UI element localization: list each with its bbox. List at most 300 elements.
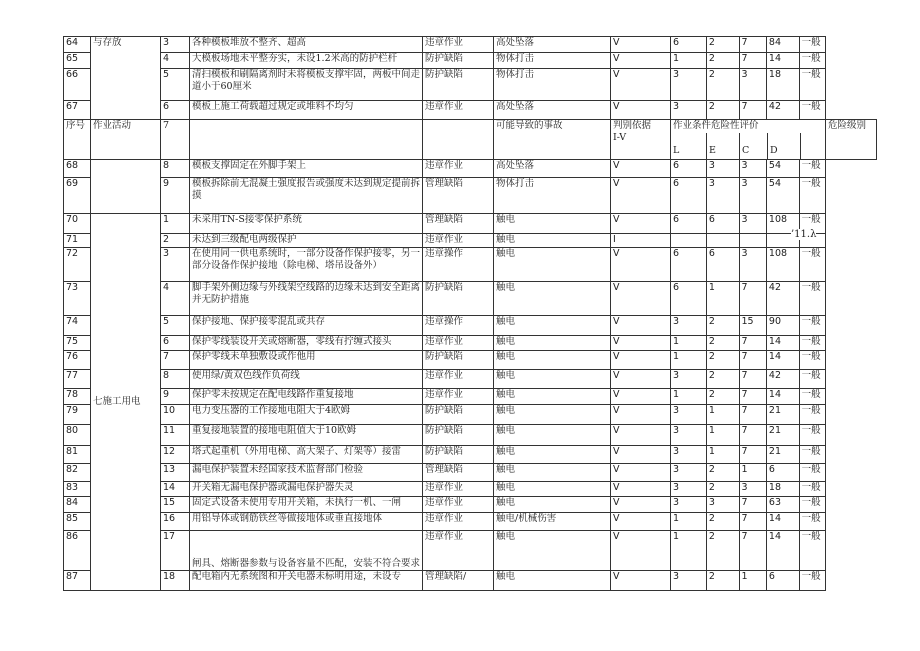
cell-acc: 触电/机械伤害	[494, 513, 611, 531]
cell-no: 65	[64, 53, 91, 69]
cell-desc: 配电箱内无系统图和开关电器未标明用途，未设专	[190, 571, 423, 591]
cell-E: 2	[706, 101, 739, 120]
table-row	[64, 282, 877, 316]
cell-acc: 高处坠落	[494, 160, 611, 178]
header-cause	[423, 120, 494, 160]
cell-E: 6	[706, 214, 739, 234]
header-eval: 作业条件危险性评价	[673, 120, 759, 131]
cell-L: 6	[671, 178, 707, 214]
cell-D: 18	[766, 69, 799, 101]
cell-desc: 重复接地装置的接地电阻值大于10欧姆	[190, 425, 423, 446]
cell-acc: 触电	[494, 351, 611, 370]
cell-no: 84	[64, 497, 91, 513]
cell-C: 3	[739, 160, 766, 178]
cell-sub: 3	[161, 248, 190, 282]
cell-C: 3	[739, 69, 766, 101]
cell-acc: 物体打击	[494, 69, 611, 101]
cell-desc: 未达到三级配电两级保护	[190, 234, 423, 248]
hazard-table	[63, 36, 877, 591]
cell-no: 74	[64, 316, 91, 336]
cell-D: 54	[766, 160, 799, 178]
cell-C: 7	[739, 531, 766, 571]
header-basis: 判别依据 I-V	[611, 120, 671, 160]
cell-level: 一般	[799, 178, 825, 214]
cell-E: 2	[706, 370, 739, 389]
cell-sub: 7	[161, 351, 190, 370]
cell-no: 82	[64, 464, 91, 482]
cell-L: 3	[671, 464, 707, 482]
cell-acc: 触电	[494, 370, 611, 389]
cell-basis: V	[611, 425, 671, 446]
cell-level: 一般	[799, 531, 825, 571]
cell-acc: 高处坠落	[494, 37, 611, 53]
cell-D: 21	[766, 446, 799, 464]
header-E: E	[707, 133, 740, 159]
cell-no: 77	[64, 370, 91, 389]
cell-D: 18	[766, 482, 799, 497]
cell-E: 1	[706, 282, 739, 316]
cell-level: 一般	[799, 425, 825, 446]
cell-level: 一般	[799, 282, 825, 316]
header-L: L	[671, 133, 707, 159]
cell-sub: 15	[161, 497, 190, 513]
cell-desc: 保护零线装设开关或熔断器，零线有拧缠式接头	[190, 336, 423, 351]
cell-C: 7	[739, 101, 766, 120]
cell-desc: 脚手架外侧边缘与外线架空线路的边缘未达到安全距离并无防护措施	[190, 282, 423, 316]
cell-basis: V	[611, 160, 671, 178]
table-row	[64, 370, 877, 389]
cell-desc: 模板上施工荷载超过规定或堆料不均匀	[190, 101, 423, 120]
cell-cause: 违章作业	[423, 389, 494, 405]
cell-acc: 触电	[494, 464, 611, 482]
cell-L: 3	[671, 101, 707, 120]
cell-acc: 高处坠落	[494, 101, 611, 120]
header-level: 危险级别	[826, 120, 877, 160]
cell-L: 1	[671, 53, 707, 69]
cell-sub: 2	[161, 234, 190, 248]
cell-basis: V	[611, 316, 671, 336]
cell-C: 7	[739, 513, 766, 531]
cell-cause: 违章作业	[423, 160, 494, 178]
cell-C: 7	[739, 446, 766, 464]
table-row	[64, 497, 877, 513]
cell-no: 85	[64, 513, 91, 531]
cell-acc: 触电	[494, 482, 611, 497]
cell-acc: 触电	[494, 248, 611, 282]
cell-no: 75	[64, 336, 91, 351]
cell-level: 一般	[799, 101, 825, 120]
cell-desc: 塔式起重机（外用电梯、高大架子、灯架等）接雷	[190, 446, 423, 464]
cell-cause: 违章作业	[423, 234, 494, 248]
cell-acc: 触电	[494, 446, 611, 464]
table-row	[64, 178, 877, 214]
cell-level: 一般	[799, 214, 825, 234]
table-row	[64, 513, 877, 531]
cell-L: 1	[671, 336, 707, 351]
cell-C: 7	[739, 389, 766, 405]
cell-C: 3	[739, 482, 766, 497]
cell-desc: 电力变压器的工作接地电阻大于4欧姆	[190, 405, 423, 425]
table-row	[64, 571, 877, 591]
cell-sub: 6	[161, 336, 190, 351]
cell-E: 6	[706, 248, 739, 282]
cell-sub: 3	[161, 37, 190, 53]
cell-D: 6	[766, 464, 799, 482]
cell-D: 14	[766, 389, 799, 405]
cell-D: 21	[766, 405, 799, 425]
cell-C: 1	[739, 464, 766, 482]
cell-L: 3	[671, 497, 707, 513]
cell-cause: 防护缺陷	[423, 446, 494, 464]
cell-cause: 管理缺陷	[423, 214, 494, 234]
cell-desc: 固定式设备未使用专用开关箱，未执行一机、一闸	[190, 497, 423, 513]
cell-D: 42	[766, 370, 799, 389]
table-row	[64, 69, 877, 101]
cell-level: 一般	[799, 464, 825, 482]
cell-basis: V	[611, 248, 671, 282]
cell-E: 2	[706, 389, 739, 405]
cell-basis: V	[611, 282, 671, 316]
table-row	[64, 336, 877, 351]
header-seq: 序号	[64, 120, 91, 160]
cell-sub: 17	[161, 531, 190, 571]
cell-acc: 触电	[494, 531, 611, 571]
cell-sub: 6	[161, 101, 190, 120]
cell-no: 68	[64, 160, 91, 178]
cell-E: 2	[706, 571, 739, 591]
cell-cause: 违章作业	[423, 37, 494, 53]
cell-sub: 4	[161, 282, 190, 316]
cell-cause: 违章操作	[423, 316, 494, 336]
header-row	[64, 120, 877, 160]
cell-basis: V	[611, 482, 671, 497]
cell-basis: I	[611, 234, 671, 248]
cell-sub: 5	[161, 316, 190, 336]
cell-basis: V	[611, 178, 671, 214]
cell-no: 70	[64, 214, 91, 234]
cell-sub: 18	[161, 571, 190, 591]
cell-basis: V	[611, 336, 671, 351]
cell-level: 一般	[799, 389, 825, 405]
cell-sub: 8	[161, 160, 190, 178]
cell-no: 66	[64, 69, 91, 101]
cell-sub: 8	[161, 370, 190, 389]
table-row	[64, 531, 877, 571]
cell-D: 21	[766, 425, 799, 446]
cell-no: 81	[64, 446, 91, 464]
cell-D: 6	[766, 571, 799, 591]
cell-sub: 11	[161, 425, 190, 446]
cell-cause: 防护缺陷	[423, 282, 494, 316]
cell-desc: 在使用同一供电系统时，一部分设备作保护接零，另一部分设备作保护接地（除电梯、塔吊设备外）	[190, 248, 423, 282]
cell-level: 一般	[799, 370, 825, 389]
table-row	[64, 482, 877, 497]
cell-D: 63	[766, 497, 799, 513]
cell-no: 83	[64, 482, 91, 497]
cell-E: 2	[706, 351, 739, 370]
cell-C: 7	[739, 37, 766, 53]
cell-C: 15	[739, 316, 766, 336]
cell-acc: 物体打击	[494, 178, 611, 214]
cell-sub: 1	[161, 214, 190, 234]
cell-D: 84	[766, 37, 799, 53]
cell-no: 67	[64, 101, 91, 120]
cell-basis: V	[611, 101, 671, 120]
cell-E: 2	[706, 316, 739, 336]
cell-acc: 触电	[494, 282, 611, 316]
cell-level: 一般	[799, 497, 825, 513]
cell-D: 14	[766, 513, 799, 531]
cell-cause: 违章作业	[423, 531, 494, 571]
cell-level: 一般	[799, 316, 825, 336]
cell-basis: V	[611, 389, 671, 405]
cell-L: 1	[671, 389, 707, 405]
cell-sub: 16	[161, 513, 190, 531]
table-row	[64, 351, 877, 370]
table-row	[64, 405, 877, 425]
cell-E: 3	[706, 178, 739, 214]
cell-C: 7	[739, 425, 766, 446]
cell-desc: 漏电保护装置未经国家技术监督部门检验	[190, 464, 423, 482]
cell-E: 1	[706, 425, 739, 446]
cell-D: 90	[766, 316, 799, 336]
cell-level: 一般	[799, 513, 825, 531]
cell-basis: V	[611, 405, 671, 425]
cell-basis: V	[611, 497, 671, 513]
header-accident: 可能导致的事故	[494, 120, 611, 160]
cell-L: 3	[671, 69, 707, 101]
cell-level: 一般	[799, 37, 825, 53]
cell-no: 71	[64, 234, 91, 248]
cell-D: 108	[766, 214, 799, 234]
cell-L: 6	[671, 248, 707, 282]
table-row	[64, 464, 877, 482]
cell-L: 6	[671, 37, 707, 53]
cell-basis: V	[611, 464, 671, 482]
cell-desc: 保护零线未单独敷设或作他用	[190, 351, 423, 370]
cell-basis: V	[611, 531, 671, 571]
table-row	[64, 248, 877, 282]
cell-D: 14	[766, 351, 799, 370]
header-C: C	[740, 133, 768, 159]
table-row	[64, 214, 877, 234]
cell-basis: V	[611, 513, 671, 531]
cell-desc: 未采用TN-S接零保护系统	[190, 214, 423, 234]
cell-C: 7	[739, 405, 766, 425]
activity-storage: 与存放	[91, 37, 161, 120]
cell-L: 3	[671, 482, 707, 497]
cell-C: 7	[739, 282, 766, 316]
cell-E: 3	[706, 160, 739, 178]
cell-basis: V	[611, 53, 671, 69]
cell-desc: 各种模板堆放不整齐、超高	[190, 37, 423, 53]
cell-desc: 使用绿/黄双色线作负荷线	[190, 370, 423, 389]
cell-cause: 防护缺陷	[423, 351, 494, 370]
table-row	[64, 160, 877, 178]
cell-level: 一般	[799, 446, 825, 464]
cell-C	[739, 234, 766, 248]
cell-E: 2	[706, 513, 739, 531]
cell-cause: 防护缺陷	[423, 69, 494, 101]
cell-C: 7	[739, 336, 766, 351]
cell-acc: 触电	[494, 571, 611, 591]
cell-cause: 管理缺陷	[423, 464, 494, 482]
cell-no: 80	[64, 425, 91, 446]
cell-desc: 模板支撑固定在外脚手架上	[190, 160, 423, 178]
header-sub: 7	[161, 120, 190, 160]
cell-basis: V	[611, 370, 671, 389]
cell-no: 69	[64, 178, 91, 214]
cell-L: 3	[671, 425, 707, 446]
cell-acc: 触电	[494, 389, 611, 405]
cell-C: 3	[739, 178, 766, 214]
cell-level: 一般	[799, 248, 825, 282]
cell-E: 2	[706, 53, 739, 69]
cell-C: 3	[739, 214, 766, 234]
cell-cause: 防护缺陷	[423, 405, 494, 425]
cell-no: 86	[64, 531, 91, 571]
cell-E	[706, 234, 739, 248]
cell-acc: 触电	[494, 497, 611, 513]
cell-E: 2	[706, 464, 739, 482]
cell-no: 79	[64, 405, 91, 425]
cell-L: 3	[671, 370, 707, 389]
cell-sub: 14	[161, 482, 190, 497]
activity-electric: 七施工用电	[91, 214, 161, 591]
cell-L: 3	[671, 446, 707, 464]
cell-no: 76	[64, 351, 91, 370]
table-row	[64, 101, 877, 120]
cell-level: 一般	[799, 336, 825, 351]
cell-cause: 违章操作	[423, 248, 494, 282]
cell-E: 1	[706, 446, 739, 464]
cell-basis: V	[611, 37, 671, 53]
cell-desc: 清扫模板和刷隔离剂时未将模板支撑牢固，两板中间走道小于60厘米	[190, 69, 423, 101]
cell-E: 3	[706, 497, 739, 513]
cell-acc: 触电	[494, 316, 611, 336]
cell-E: 2	[706, 482, 739, 497]
cell-level: 一般	[799, 351, 825, 370]
cell-L: 1	[671, 513, 707, 531]
header-D: D	[768, 133, 801, 159]
cell-desc: 保护零未按规定在配电线路作重复接地	[190, 389, 423, 405]
cell-cause: 违章作业	[423, 336, 494, 351]
cell-basis: V	[611, 69, 671, 101]
cell-cause: 违章作业	[423, 370, 494, 389]
cell-basis: V	[611, 214, 671, 234]
cell-sub: 5	[161, 69, 190, 101]
stray-mark: ’11.λ	[791, 229, 817, 240]
cell-acc: 触电	[494, 234, 611, 248]
cell-no: 64	[64, 37, 91, 53]
table-row	[64, 425, 877, 446]
cell-cause: 防护缺陷	[423, 425, 494, 446]
cell-L: 1	[671, 351, 707, 370]
cell-sub: 13	[161, 464, 190, 482]
cell-desc: 闸具、熔断器参数与设备容量不匹配，安装不符合要求	[190, 531, 423, 571]
cell-acc: 触电	[494, 336, 611, 351]
cell-cause: 防护缺陷	[423, 53, 494, 69]
cell-acc: 触电	[494, 425, 611, 446]
header-eval-group	[671, 120, 826, 160]
cell-C: 3	[739, 248, 766, 282]
cell-basis: V	[611, 351, 671, 370]
cell-D: 42	[766, 282, 799, 316]
cell-basis: V	[611, 446, 671, 464]
cell-sub: 4	[161, 53, 190, 69]
cell-cause: 违章作业	[423, 101, 494, 120]
cell-no: 87	[64, 571, 91, 591]
cell-L: 6	[671, 282, 707, 316]
cell-L: 3	[671, 405, 707, 425]
cell-D: 42	[766, 101, 799, 120]
cell-L: 6	[671, 160, 707, 178]
cell-desc: 大模板场地未平整夯实，未设1.2米高的防护栏杆	[190, 53, 423, 69]
cell-no: 72	[64, 248, 91, 282]
table-row	[64, 53, 877, 69]
cell-acc: 触电	[494, 405, 611, 425]
header-activity: 作业活动	[91, 120, 161, 160]
cell-acc: 物体打击	[494, 53, 611, 69]
cell-level: 一般	[799, 53, 825, 69]
cell-D: 14	[766, 336, 799, 351]
cell-level: 一般	[799, 405, 825, 425]
cell-acc: 触电	[494, 214, 611, 234]
cell-desc: 保护接地、保护接零混乱或共存	[190, 316, 423, 336]
activity-blank	[91, 160, 161, 214]
cell-C: 7	[739, 370, 766, 389]
cell-E: 2	[706, 531, 739, 571]
cell-C: 7	[739, 53, 766, 69]
cell-cause: 管理缺陷	[423, 178, 494, 214]
cell-E: 2	[706, 336, 739, 351]
cell-sub: 10	[161, 405, 190, 425]
cell-cause: 违章作业	[423, 497, 494, 513]
cell-no: 73	[64, 282, 91, 316]
cell-level: 一般	[799, 571, 825, 591]
cell-L	[671, 234, 707, 248]
header-desc	[190, 120, 423, 160]
cell-D: 14	[766, 53, 799, 69]
cell-sub: 12	[161, 446, 190, 464]
cell-basis: V	[611, 571, 671, 591]
table-row	[64, 389, 877, 405]
cell-L: 1	[671, 531, 707, 571]
cell-cause: 违章作业	[423, 513, 494, 531]
cell-D: 108	[766, 248, 799, 282]
cell-D: 54	[766, 178, 799, 214]
cell-L: 6	[671, 214, 707, 234]
cell-cause: 违章作业	[423, 482, 494, 497]
cell-C: 7	[739, 351, 766, 370]
cell-desc: 模板拆除前无混凝土强度报告或强度未达到规定提前拆摸	[190, 178, 423, 214]
cell-E: 2	[706, 37, 739, 53]
cell-L: 3	[671, 316, 707, 336]
table-row	[64, 37, 877, 53]
cell-E: 1	[706, 405, 739, 425]
table-row	[64, 316, 877, 336]
table-row	[64, 446, 877, 464]
cell-sub: 9	[161, 389, 190, 405]
cell-C: 1	[739, 571, 766, 591]
cell-no: 78	[64, 389, 91, 405]
cell-E: 2	[706, 69, 739, 101]
cell-cause: 管理缺陷/	[423, 571, 494, 591]
cell-sub: 9	[161, 178, 190, 214]
cell-C: 7	[739, 497, 766, 513]
cell-L: 3	[671, 571, 707, 591]
cell-desc: 用铝导体或钢筋铁丝等做接地体或垂直接地体	[190, 513, 423, 531]
